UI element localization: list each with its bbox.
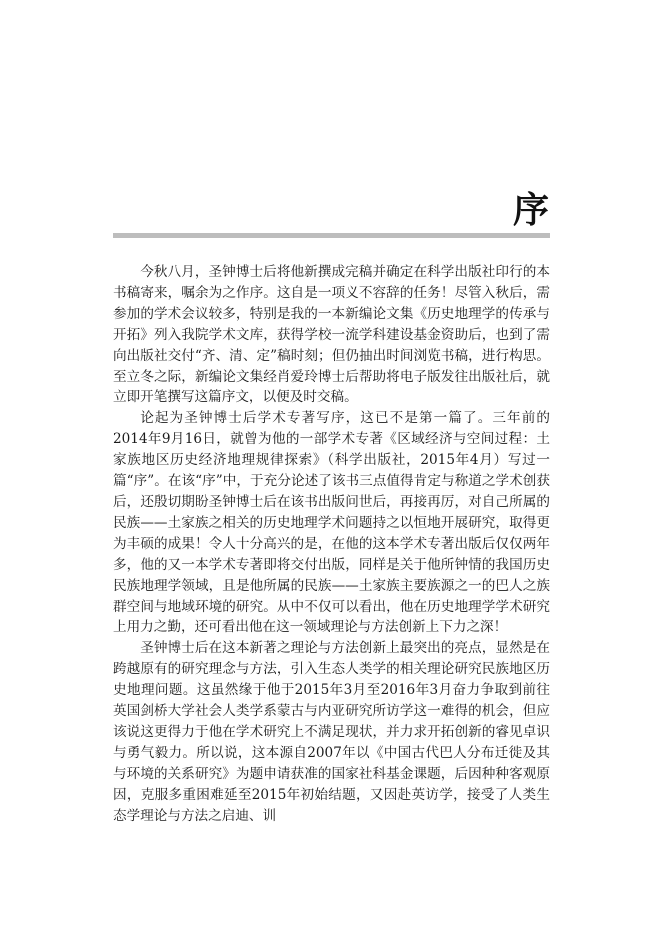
chapter-title: 序 (512, 189, 549, 231)
paragraph-1: 今秋八月，圣钟博士后将他新撰成完稿并确定在科学出版社印行的本书稿寄来，嘱余为之作序。这自是一项义不容辞的任务！尽管入秋后，需参加的学术会议较多，特别是我的一本新编论文集《历史地理学的传承与开拓》列入我院学术文库，获得学校一流学科建设基金资助后，也到了需向出版社交付“齐、清、定”稿时刻；但仍抽出时间浏览书稿，进行构思。至立冬之际，新编论文集经肖爱玲博士后帮助将电子版发往出版社后，就立即开笔撰写这篇序文，以便及时交稿。 (113, 264, 550, 406)
title-divider (113, 233, 550, 238)
paragraph-3: 圣钟博士后在这本新著之理论与方法创新上最突出的亮点，显然是在跨越原有的研究理念与方法，引入生态人类学的相关理论研究民族地区历史地理问题。这虽然缘于他于2015年3月至2016年3月奋力争取到前往英国剑桥大学社会人类学系蒙古与内亚研究所访学这一难得的机会，但应该说这更得力于他在学术研究上不满足现状，并力求开拓创新的睿见卓识与勇气毅力。所以说，这本源自2007年以《中国古代巴人分布迁徙及其与环境的关系研究》为题申请获准的国家社科基金课题，后因种种客观原因，克服多重困难延至2015年初始结题，又因赴英访学，接受了人类生态学理论与方法之启迪、训 (113, 640, 550, 824)
paragraph-2: 论起为圣钟博士后学术专著写序，这已不是第一篇了。三年前的2014年9月16日，就曾为他的一部学术专著《区域经济与空间过程：土家族地区历史经济地理规律探索》（科学出版社，2015年4月）写过一篇“序”。在该“序”中，于充分论述了该书三点值得肯定与称道之学术创获后，还殷切期盼圣钟博士后在该书出版问世后，再接再厉，对自己所属的民族——土家族之相关的历史地理学术问题持之以恒地开展研究，取得更为丰硕的成果！令人十分高兴的是，在他的这本学术专著出版后仅仅两年多，他的又一本学术专著即将交付出版，同样是关于他所钟情的我国历史民族地理学领域，且是他所属的民族——土家族主要族源之一的巴人之族群空间与地域环境的研究。从中不仅可以看出，他在历史地理学学术研究上用力之勤，还可看出他在这一领域理论与方法创新上下力之深！ (113, 410, 550, 636)
body-text (113, 262, 550, 826)
